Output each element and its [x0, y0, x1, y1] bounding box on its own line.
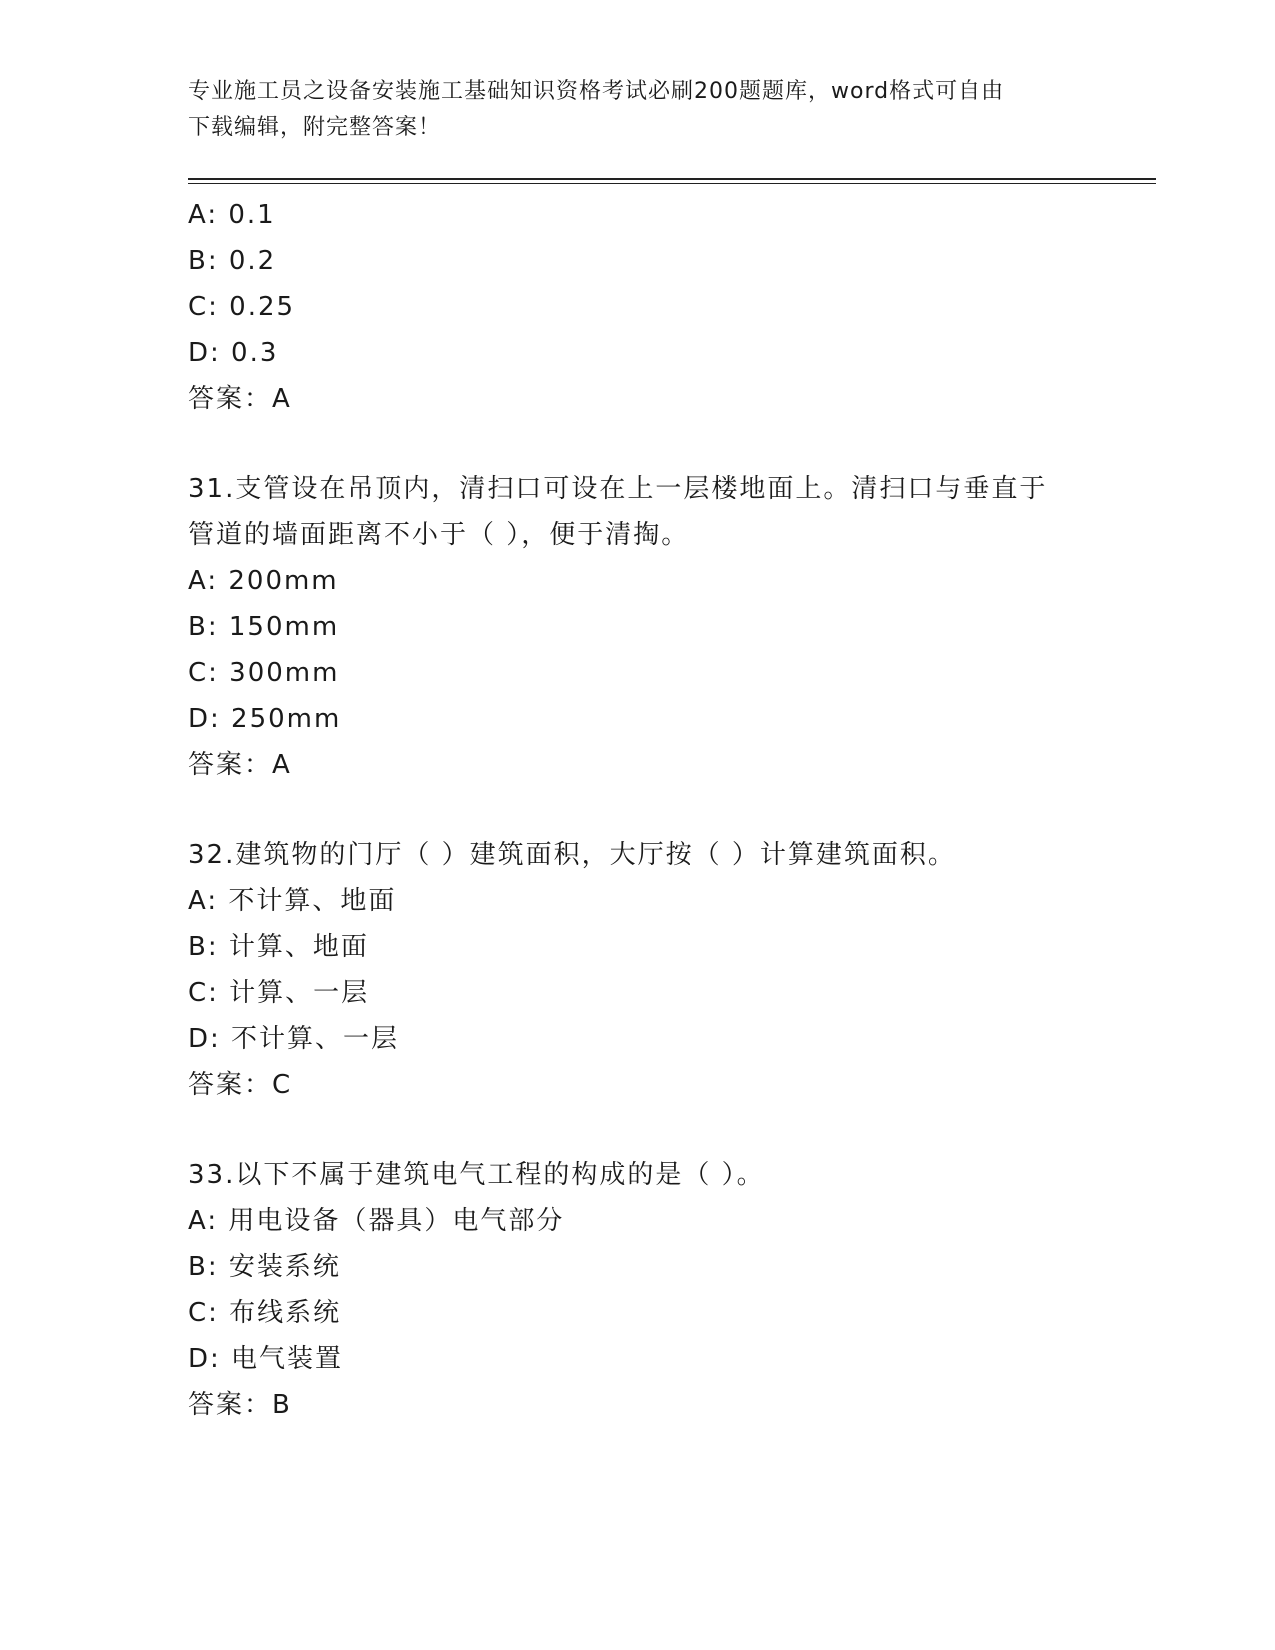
- option-b: B: 150mm: [188, 612, 340, 642]
- option-c: C: 布线系统: [188, 1298, 342, 1328]
- option-a: A: 200mm: [188, 566, 339, 596]
- option-d: D: 电气装置: [188, 1344, 344, 1374]
- option-b: B: 安装系统: [188, 1252, 341, 1282]
- header-divider-thick: [188, 178, 1156, 180]
- header-line-2: 下载编辑，附完整答案！: [188, 115, 442, 140]
- question-30: [188, 192, 1088, 422]
- question-33: [188, 1152, 1088, 1428]
- option-a: A: 0.1: [188, 200, 276, 230]
- question-title-line-1: 33.以下不属于建筑电气工程的构成的是（ ）。: [188, 1160, 765, 1190]
- question-title-line-1: 32.建筑物的门厅（ ）建筑面积，大厅按（ ）计算建筑面积。: [188, 840, 956, 870]
- question-list: [188, 192, 1088, 1428]
- option-c: C: 0.25: [188, 292, 296, 322]
- option-c: C: 计算、一层: [188, 978, 370, 1008]
- option-d: D: 0.3: [188, 338, 279, 368]
- question-31: [188, 466, 1088, 788]
- option-c: C: 300mm: [188, 658, 340, 688]
- question-title-line-1: 31.支管设在吊顶内，清扫口可设在上一层楼地面上。清扫口与垂直于: [188, 474, 1048, 504]
- document-header: [188, 74, 1068, 146]
- option-a: A: 不计算、地面: [188, 886, 397, 916]
- question-title-line-2: 管道的墙面距离不小于（ ），便于清掏。: [188, 520, 690, 550]
- header-line-1: 专业施工员之设备安装施工基础知识资格考试必刷200题题库，word格式可自由: [188, 79, 1005, 104]
- answer-line: 答案：A: [188, 384, 292, 414]
- header-divider-thin: [188, 183, 1156, 184]
- option-a: A: 用电设备（器具）电气部分: [188, 1206, 565, 1236]
- answer-line: 答案：A: [188, 750, 292, 780]
- question-32: [188, 832, 1088, 1108]
- option-b: B: 0.2: [188, 246, 277, 276]
- answer-line: 答案：B: [188, 1390, 292, 1420]
- option-b: B: 计算、地面: [188, 932, 369, 962]
- answer-line: 答案：C: [188, 1070, 293, 1100]
- option-d: D: 250mm: [188, 704, 342, 734]
- option-d: D: 不计算、一层: [188, 1024, 400, 1054]
